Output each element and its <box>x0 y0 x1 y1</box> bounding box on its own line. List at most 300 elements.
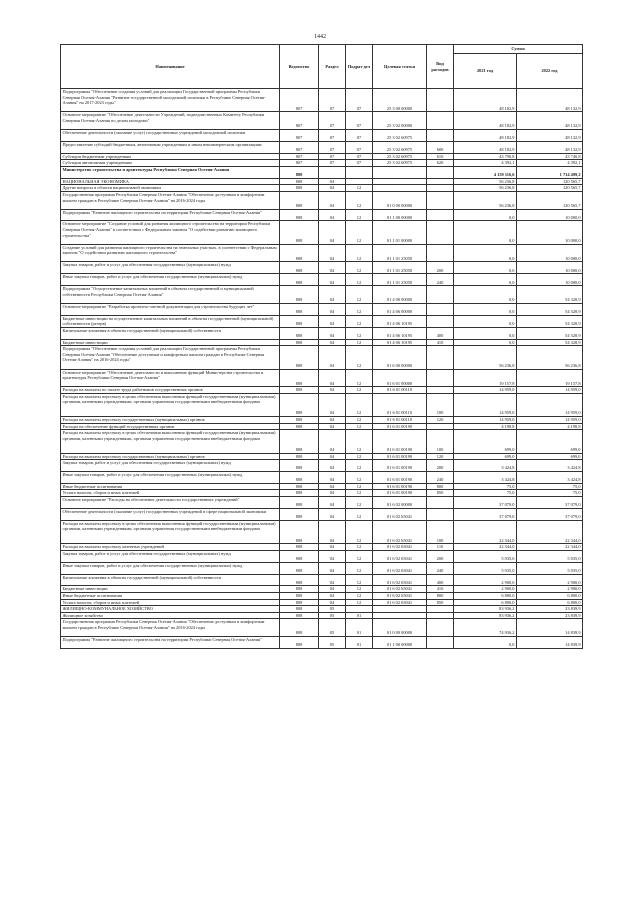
row-section: 04 <box>319 303 346 315</box>
row-name: Расходы на выплаты персоналу государственных (муниципальных) органов <box>61 417 280 424</box>
table-row <box>61 508 583 520</box>
row-expense-type: 110 <box>427 544 454 551</box>
row-amount-2022: 22 344,0 <box>517 544 583 551</box>
row-subsection: 07 <box>346 112 373 130</box>
row-subsection: 12 <box>346 346 373 369</box>
row-section: 05 <box>319 619 346 637</box>
row-expense-type <box>427 497 454 509</box>
row-subsection: 12 <box>346 490 373 497</box>
table-row <box>61 369 583 387</box>
row-name: Капитальные вложения в объекты государственной (муниципальной) собственности <box>61 574 280 586</box>
row-target <box>373 166 427 178</box>
row-subsection: 01 <box>346 612 373 619</box>
row-amount-2022: 10 000,0 <box>517 221 583 244</box>
row-amount-2021: 6 800,0 <box>454 599 517 606</box>
row-amount-2021: 56 236,8 <box>454 346 517 369</box>
row-amount-2022: 120 565,7 <box>517 191 583 209</box>
table-row <box>61 315 583 327</box>
row-section: 04 <box>319 586 346 593</box>
row-subsection: 01 <box>346 619 373 637</box>
row-name: Закупка товаров, работ и услуг для обеспечения государственных (муниципальных) нужд <box>61 262 280 274</box>
row-expense-type: 400 <box>427 574 454 586</box>
row-name: Основное мероприятие "Обеспечение деятельности Учреждений, подведомственных Комитету Республики Северная Осетия-Алания по делам молодежи" <box>61 112 280 130</box>
row-subsection: 07 <box>346 160 373 167</box>
row-ministry: 808 <box>280 191 319 209</box>
row-subsection: 12 <box>346 550 373 562</box>
row-target: 01 6 01 00190 <box>373 453 427 460</box>
row-target <box>373 178 427 185</box>
row-amount-2021: 19 157,8 <box>454 369 517 387</box>
header-name: Наименование <box>61 45 280 89</box>
table-row <box>61 453 583 460</box>
row-section: 04 <box>319 244 346 262</box>
row-target: 01 4 00 00000 <box>373 286 427 304</box>
row-name: Подпрограмма "Развитие жилищного строительства на территории Республики Северная Осетия-Алания" <box>61 209 280 221</box>
row-target: 25 3 02 60975 <box>373 129 427 141</box>
row-ministry: 808 <box>280 472 319 484</box>
table-row <box>61 141 583 153</box>
row-subsection: 12 <box>346 393 373 416</box>
row-amount-2021: 5 035,0 <box>454 562 517 574</box>
row-amount-2022: 14 839,9 <box>517 636 583 648</box>
row-amount-2021: 2 900,0 <box>454 574 517 586</box>
row-expense-type <box>427 346 454 369</box>
row-ministry: 808 <box>280 520 319 543</box>
row-ministry: 808 <box>280 166 319 178</box>
row-target: 01 4 06 00000 <box>373 303 427 315</box>
table-row <box>61 244 583 262</box>
row-amount-2021: 14 959,0 <box>454 387 517 394</box>
row-amount-2021: 4 392,1 <box>454 160 517 167</box>
table-row <box>61 520 583 543</box>
row-expense-type: 120 <box>427 453 454 460</box>
row-target: 01 6 02 65041 <box>373 520 427 543</box>
header-subsection: Подраз-дел <box>346 45 373 89</box>
row-section: 07 <box>319 153 346 160</box>
row-ministry: 808 <box>280 185 319 192</box>
table-row <box>61 393 583 416</box>
row-section: 07 <box>319 160 346 167</box>
row-section: 04 <box>319 221 346 244</box>
row-ministry: 808 <box>280 423 319 430</box>
row-ministry: 808 <box>280 430 319 453</box>
row-section: 04 <box>319 508 346 520</box>
row-ministry: 808 <box>280 508 319 520</box>
table-row <box>61 303 583 315</box>
row-amount-2022: 37 079,0 <box>517 497 583 509</box>
row-amount-2021: 48 182,9 <box>454 141 517 153</box>
row-amount-2021: 48 182,9 <box>454 129 517 141</box>
row-section: 04 <box>319 417 346 424</box>
table-row <box>61 423 583 430</box>
row-section: 04 <box>319 472 346 484</box>
row-amount-2021: 56 236,8 <box>454 185 517 192</box>
row-section: 04 <box>319 453 346 460</box>
row-amount-2022: 1 714 499,2 <box>517 166 583 178</box>
row-name: Иные закупки товаров, работ и услуг для обеспечения государственных (муниципальных) нужд <box>61 472 280 484</box>
row-amount-2021: 4 159 116,6 <box>454 166 517 178</box>
row-section: 04 <box>319 562 346 574</box>
row-section: 04 <box>319 520 346 543</box>
row-section: 04 <box>319 599 346 606</box>
row-amount-2021: 56 236,8 <box>454 178 517 185</box>
row-expense-type <box>427 508 454 520</box>
row-expense-type <box>427 315 454 327</box>
row-target: 25 3 02 60975 <box>373 153 427 160</box>
row-amount-2022: 5 035,0 <box>517 550 583 562</box>
row-subsection: 12 <box>346 387 373 394</box>
row-expense-type <box>427 286 454 304</box>
row-amount-2021: 0,0 <box>454 339 517 346</box>
header-section: Раздел <box>319 45 346 89</box>
row-ministry: 808 <box>280 393 319 416</box>
header-expense-type: Вид расходов <box>427 45 454 89</box>
row-section: 07 <box>319 112 346 130</box>
row-expense-type: 240 <box>427 472 454 484</box>
table-row <box>61 160 583 167</box>
row-amount-2022: 23 839,9 <box>517 606 583 613</box>
table-row <box>61 327 583 339</box>
row-target: 01 6 01 00190 <box>373 460 427 472</box>
table-row <box>61 387 583 394</box>
table-row <box>61 619 583 637</box>
row-name: Бюджетные инвестиции <box>61 339 280 346</box>
row-amount-2021: 0,0 <box>454 209 517 221</box>
page-number: 1442 <box>314 34 326 40</box>
row-section: 04 <box>319 346 346 369</box>
row-ministry: 808 <box>280 221 319 244</box>
row-amount-2021: 699,0 <box>454 453 517 460</box>
row-name: Предоставление субсидий бюджетным, автономным учреждениям и иным некоммерческим организациям <box>61 141 280 153</box>
row-amount-2021: 0,0 <box>454 274 517 286</box>
row-target: 01 6 01 00000 <box>373 369 427 387</box>
row-target: 01 6 02 65041 <box>373 562 427 574</box>
table-row <box>61 185 583 192</box>
row-expense-type: 400 <box>427 327 454 339</box>
table-row <box>61 178 583 185</box>
table-row <box>61 286 583 304</box>
row-subsection <box>346 606 373 613</box>
row-name: Подпрограмма "Обеспечение создания условий для реализации Государственной программы Республики Северная Осетия-Алания "Развитие государственной молодежной политики в Республике Северная Осетия-Алания" на 2017-2023 годы" <box>61 89 280 112</box>
row-amount-2021: 0,0 <box>454 221 517 244</box>
row-amount-2022: 48 132,9 <box>517 129 583 141</box>
row-target: 01 6 02 00000 <box>373 497 427 509</box>
row-amount-2021: 74 936,2 <box>454 619 517 637</box>
row-expense-type: 120 <box>427 417 454 424</box>
row-expense-type <box>427 636 454 648</box>
row-amount-2021: 3 424,8 <box>454 472 517 484</box>
table-row <box>61 550 583 562</box>
row-section: 04 <box>319 497 346 509</box>
table-row <box>61 612 583 619</box>
row-ministry: 808 <box>280 574 319 586</box>
row-target: 01 6 02 65041 <box>373 550 427 562</box>
row-subsection: 12 <box>346 544 373 551</box>
row-target <box>373 612 427 619</box>
row-name: Государственная программа Республики Северная Осетия-Алания "Обеспечение доступным и комфортным жильем граждан в Республике Северная Осетия-Алания" на 2016-2024 годы <box>61 619 280 637</box>
row-target: 01 1 00 00000 <box>373 209 427 221</box>
row-subsection: 07 <box>346 141 373 153</box>
row-subsection <box>346 178 373 185</box>
row-ministry: 808 <box>280 544 319 551</box>
row-ministry: 808 <box>280 586 319 593</box>
row-name: Уплата налогов, сборов и иных платежей <box>61 490 280 497</box>
row-section: 07 <box>319 89 346 112</box>
row-section: 04 <box>319 327 346 339</box>
row-expense-type <box>427 244 454 262</box>
row-expense-type <box>427 178 454 185</box>
row-ministry: 808 <box>280 346 319 369</box>
row-ministry: 808 <box>280 606 319 613</box>
row-ministry: 808 <box>280 369 319 387</box>
row-subsection: 12 <box>346 520 373 543</box>
row-expense-type: 200 <box>427 460 454 472</box>
table-row <box>61 89 583 112</box>
row-target: 01 0 00 00000 <box>373 619 427 637</box>
row-amount-2021: 0,0 <box>454 303 517 315</box>
row-amount-2021: 56 236,8 <box>454 191 517 209</box>
row-ministry: 808 <box>280 417 319 424</box>
row-ministry: 807 <box>280 89 319 112</box>
row-name: Субсидии автономным учреждениям <box>61 160 280 167</box>
row-amount-2022: 3 424,8 <box>517 460 583 472</box>
row-subsection: 12 <box>346 562 373 574</box>
row-amount-2022: 19 157,8 <box>517 369 583 387</box>
row-amount-2021: 0,0 <box>454 244 517 262</box>
row-amount-2022: 22 344,0 <box>517 520 583 543</box>
row-section: 07 <box>319 141 346 153</box>
row-amount-2022: 10 000,0 <box>517 262 583 274</box>
row-amount-2021: 14 959,0 <box>454 393 517 416</box>
row-expense-type <box>427 166 454 178</box>
row-name: Расходы на выплаты персоналу в целях обеспечения выполнения функций государственными (муниципальными) органами, казенными учреждениями, органами управления государственными внебюджетными фондами <box>61 430 280 453</box>
table-row <box>61 599 583 606</box>
row-amount-2022: 4 392,1 <box>517 160 583 167</box>
row-amount-2022: 5 035,0 <box>517 562 583 574</box>
row-amount-2022: 43 740,8 <box>517 153 583 160</box>
table-row <box>61 112 583 130</box>
row-section: 04 <box>319 483 346 490</box>
row-ministry: 808 <box>280 593 319 600</box>
row-name: Расходы на обеспечение функций государственных органов <box>61 423 280 430</box>
row-target: 01 4 06 10195 <box>373 339 427 346</box>
row-subsection: 07 <box>346 153 373 160</box>
row-amount-2022: 6 800,0 <box>517 599 583 606</box>
row-amount-2022: 120 565,7 <box>517 185 583 192</box>
row-target: 01 6 02 65041 <box>373 586 427 593</box>
row-amount-2021: 43 790,8 <box>454 153 517 160</box>
row-ministry: 807 <box>280 153 319 160</box>
row-name: Другие вопросы в области национальной экономики <box>61 185 280 192</box>
row-amount-2021: 2 900,0 <box>454 586 517 593</box>
row-ministry: 808 <box>280 619 319 637</box>
row-target: 01 1 01 25050 <box>373 262 427 274</box>
row-target: 01 6 01 00110 <box>373 393 427 416</box>
row-ministry: 808 <box>280 178 319 185</box>
row-name: Расходы на выплаты персоналу казенных учреждений <box>61 544 280 551</box>
row-amount-2022: 120 565,7 <box>517 178 583 185</box>
row-name: Бюджетные инвестиции на осуществление капитальных вложений в объекты государственной (муниципальной) собственности (резерв) <box>61 315 280 327</box>
row-subsection: 12 <box>346 244 373 262</box>
row-amount-2022: 14 959,0 <box>517 417 583 424</box>
row-subsection: 12 <box>346 586 373 593</box>
row-amount-2022: 54 328,9 <box>517 315 583 327</box>
row-amount-2021: 83 936,2 <box>454 612 517 619</box>
row-ministry: 808 <box>280 286 319 304</box>
row-section: 04 <box>319 274 346 286</box>
row-target: 01 6 01 00190 <box>373 490 427 497</box>
header-year-2022: 2022 год <box>517 54 583 89</box>
row-subsection: 12 <box>346 453 373 460</box>
table-row <box>61 483 583 490</box>
row-amount-2022: 10 000,0 <box>517 274 583 286</box>
row-name: Подпрограмма "Обеспечение создания условий для реализации Государственной программы Республики Северная Осетия-Алания "Обеспечение доступным и комфортным жильем граждан в Республике Северная Осетия-Алания" на 2016-2024 годы" <box>61 346 280 369</box>
row-expense-type <box>427 185 454 192</box>
row-amount-2022: 14 959,0 <box>517 387 583 394</box>
row-target: 01 6 01 00110 <box>373 387 427 394</box>
row-section: 04 <box>319 593 346 600</box>
row-ministry: 808 <box>280 612 319 619</box>
row-ministry: 808 <box>280 244 319 262</box>
header-sum: Сумма <box>454 45 583 54</box>
row-expense-type <box>427 191 454 209</box>
table-row <box>61 153 583 160</box>
row-amount-2021: 699,0 <box>454 430 517 453</box>
row-expense-type <box>427 387 454 394</box>
row-section: 04 <box>319 430 346 453</box>
row-ministry: 808 <box>280 497 319 509</box>
row-ministry: 807 <box>280 129 319 141</box>
row-subsection: 12 <box>346 191 373 209</box>
row-name: Расходы на выплаты персоналу в целях обеспечения выполнения функций государственными (муниципальными) органами, казенными учреждениями, органами управления государственными внебюджетными фондами <box>61 520 280 543</box>
row-target: 25 3 02 60975 <box>373 141 427 153</box>
row-amount-2022: 54 328,9 <box>517 303 583 315</box>
row-section: 04 <box>319 387 346 394</box>
row-expense-type: 100 <box>427 393 454 416</box>
table-row <box>61 166 583 178</box>
row-name: Основное мероприятие "Расходы на обеспечение деятельности государственных учреждений" <box>61 497 280 509</box>
row-name: Иные бюджетные ассигнования <box>61 593 280 600</box>
table-row <box>61 593 583 600</box>
row-name: Иные бюджетные ассигнования <box>61 483 280 490</box>
row-section: 04 <box>319 369 346 387</box>
row-amount-2022: 23 839,9 <box>517 612 583 619</box>
row-name: ЖИЛИЩНО-КОММУНАЛЬНОЕ ХОЗЯЙСТВО <box>61 606 280 613</box>
row-name: Подпрограмма "Осуществление капитальных вложений в объекты государственной и муниципальной собственности Республики Северная Осетия-Алания" <box>61 286 280 304</box>
table-row <box>61 574 583 586</box>
row-target <box>373 606 427 613</box>
table-row <box>61 490 583 497</box>
row-amount-2021: 4 198,8 <box>454 423 517 430</box>
row-section: 04 <box>319 544 346 551</box>
row-amount-2022: 37 079,0 <box>517 508 583 520</box>
table-row <box>61 221 583 244</box>
row-target: 01 6 01 00190 <box>373 483 427 490</box>
row-expense-type <box>427 606 454 613</box>
row-subsection: 12 <box>346 430 373 453</box>
row-ministry: 808 <box>280 387 319 394</box>
row-name: Основное мероприятие "Обеспечение деятельности и выполнение функций Министерства строительства и архитектуры Республики Северная Осетия-Алания" <box>61 369 280 387</box>
row-target: 01 1 01 25050 <box>373 274 427 286</box>
row-section <box>319 166 346 178</box>
row-section: 04 <box>319 490 346 497</box>
row-section: 05 <box>319 636 346 648</box>
row-subsection: 12 <box>346 599 373 606</box>
row-expense-type: 410 <box>427 339 454 346</box>
row-ministry: 808 <box>280 339 319 346</box>
row-ministry: 808 <box>280 327 319 339</box>
row-subsection: 12 <box>346 209 373 221</box>
row-amount-2021: 48 182,9 <box>454 112 517 130</box>
table-row <box>61 586 583 593</box>
row-name: НАЦИОНАЛЬНАЯ ЭКОНОМИКА <box>61 178 280 185</box>
row-expense-type: 200 <box>427 262 454 274</box>
row-ministry: 808 <box>280 209 319 221</box>
row-name: Расходы на выплаты персоналу государственных (муниципальных) органов <box>61 453 280 460</box>
row-amount-2022: 54 328,9 <box>517 286 583 304</box>
budget-table <box>60 44 583 649</box>
table-row <box>61 562 583 574</box>
row-name: Расходы на выплаты персоналу в целях обеспечения выполнения функций государственными (муниципальными) органами, казенными учреждениями, органами управления государственными внебюджетными фондами <box>61 393 280 416</box>
row-expense-type <box>427 612 454 619</box>
row-subsection: 12 <box>346 274 373 286</box>
row-expense-type: 240 <box>427 562 454 574</box>
row-section: 05 <box>319 606 346 613</box>
row-amount-2022: 48 132,9 <box>517 112 583 130</box>
row-expense-type: 240 <box>427 274 454 286</box>
table-row <box>61 544 583 551</box>
row-target: 01 6 02 65041 <box>373 593 427 600</box>
row-subsection: 12 <box>346 472 373 484</box>
table-row <box>61 636 583 648</box>
row-expense-type <box>427 303 454 315</box>
row-target: 01 6 02 65041 <box>373 508 427 520</box>
row-subsection: 12 <box>346 417 373 424</box>
row-amount-2021: 0,0 <box>454 327 517 339</box>
row-amount-2021: 0,0 <box>454 315 517 327</box>
table-row <box>61 417 583 424</box>
row-subsection: 12 <box>346 221 373 244</box>
row-ministry: 808 <box>280 274 319 286</box>
row-amount-2021: 14 959,0 <box>454 417 517 424</box>
row-expense-type: 100 <box>427 430 454 453</box>
row-subsection: 12 <box>346 327 373 339</box>
row-expense-type <box>427 89 454 112</box>
row-name: Закупка товаров, работ и услуг для обеспечения государственных (муниципальных) нужд <box>61 460 280 472</box>
row-name: Министерство строительства и архитектуры Республики Северная Осетия-Алания <box>61 166 280 178</box>
row-expense-type: 610 <box>427 153 454 160</box>
row-name: Жилищное хозяйство <box>61 612 280 619</box>
row-target: 01 6 01 00190 <box>373 430 427 453</box>
row-amount-2022: 54 328,9 <box>517 327 583 339</box>
table-row <box>61 430 583 453</box>
row-amount-2021: 6 800,0 <box>454 593 517 600</box>
row-name: Государственная программа Республики Северная Осетия-Алания "Обеспечение доступным и комфортным жильем граждан в Республике Северная Осетия-Алания" на 2016-2024 годы <box>61 191 280 209</box>
row-subsection: 12 <box>346 460 373 472</box>
row-section: 04 <box>319 209 346 221</box>
table-row <box>61 191 583 209</box>
row-amount-2021: 83 936,2 <box>454 606 517 613</box>
row-subsection: 12 <box>346 508 373 520</box>
row-name: Обеспечение деятельности (оказание услуг) государственных учреждений молодежной политики <box>61 129 280 141</box>
row-name: Основное мероприятие "Создание условий для развития жилищного строительства на территории Республики Северная Осетия-Алания" в соответствии с Федеральным законом "О содействии развитию жилищного строительства" <box>61 221 280 244</box>
row-section: 04 <box>319 191 346 209</box>
row-name: Расходы на выплаты по оплате труда работников государственных органов <box>61 387 280 394</box>
row-name: Иные закупки товаров, работ и услуг для обеспечения государственных (муниципальных) нужд <box>61 562 280 574</box>
row-target <box>373 185 427 192</box>
row-target: 25 3 02 00000 <box>373 112 427 130</box>
row-section: 04 <box>319 393 346 416</box>
